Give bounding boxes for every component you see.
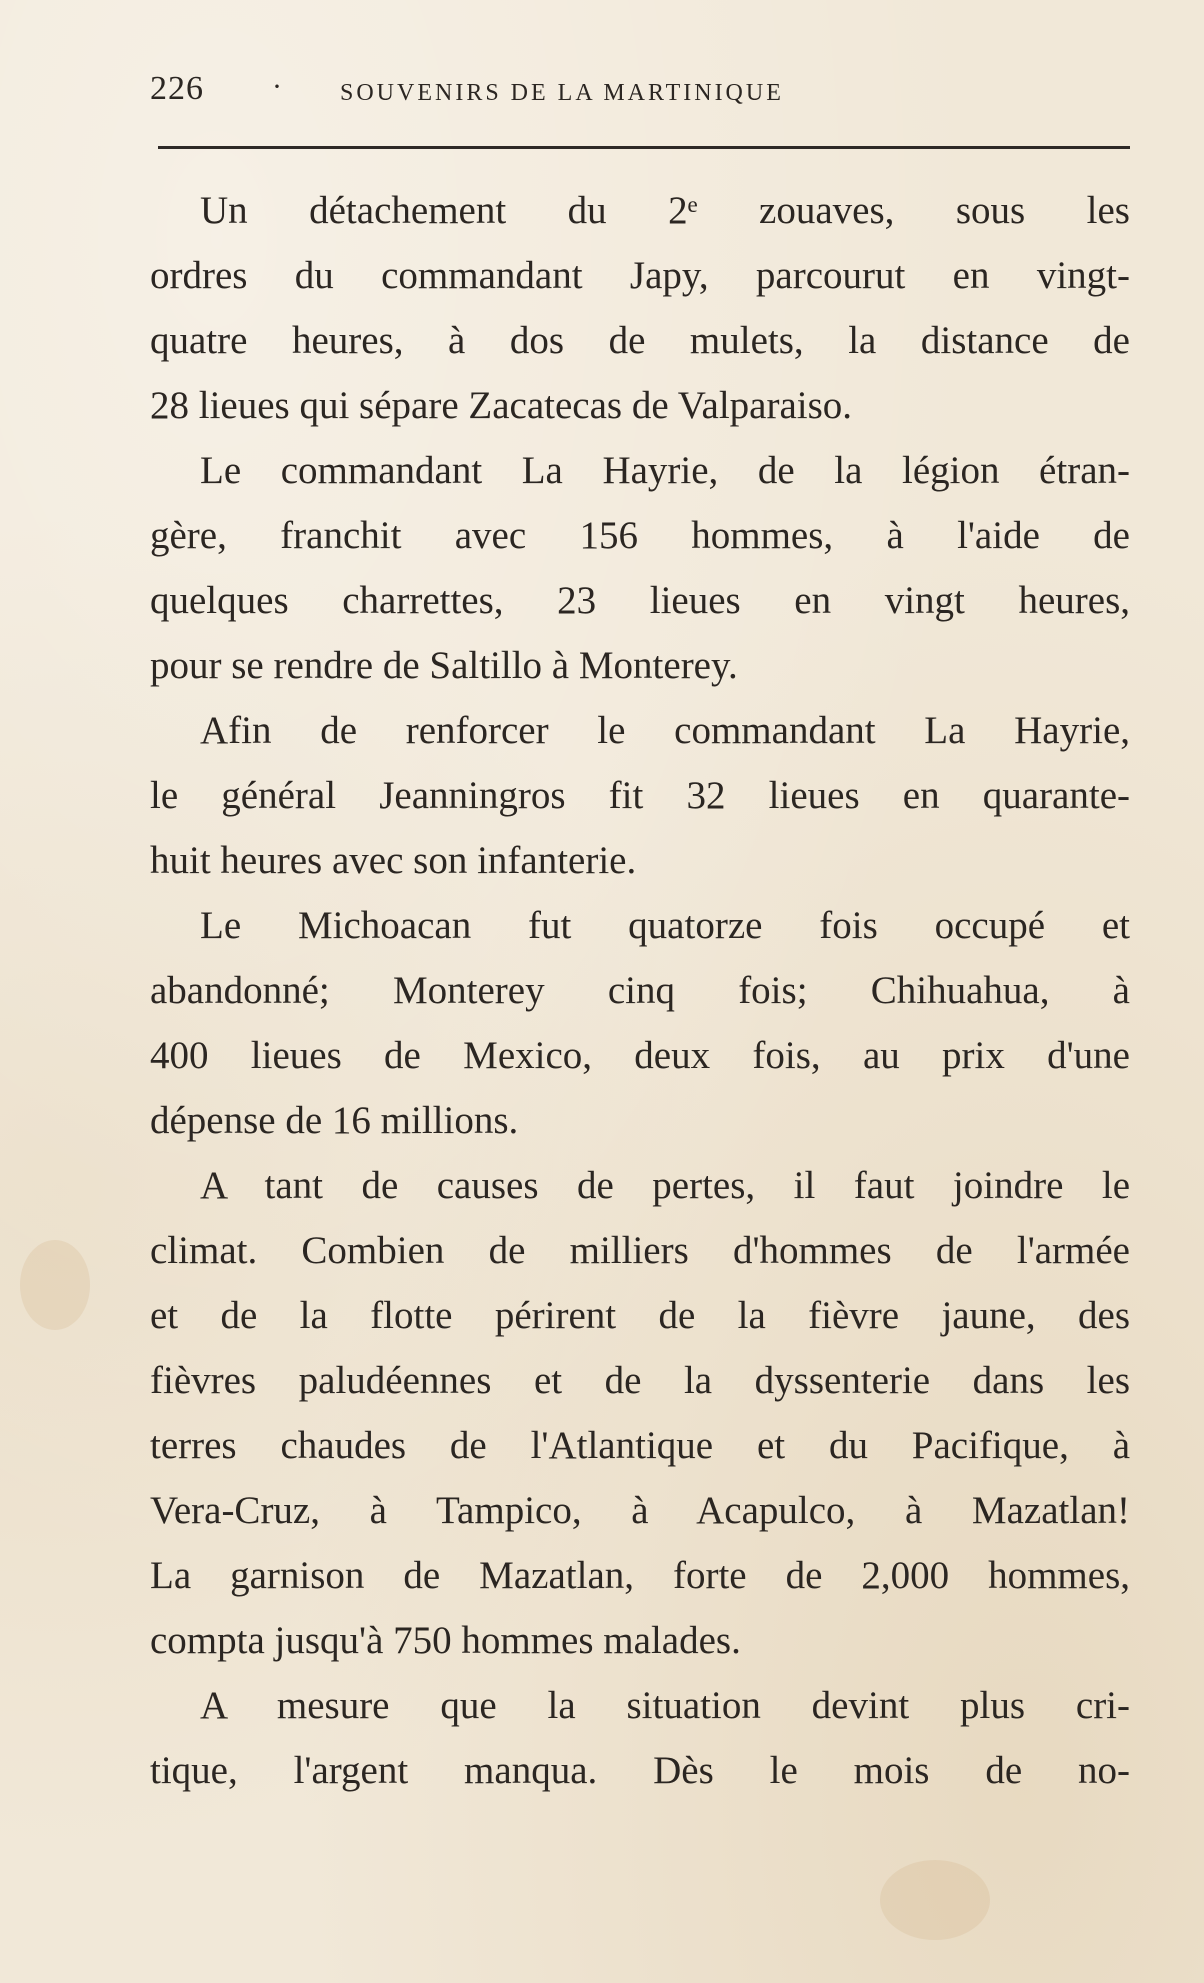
header-separator: · [272,70,282,103]
paragraph [150,1673,1130,1803]
text-line: ordres du commandant Japy, parcourut en vingt- [150,254,1130,297]
text-line: Le Michoacan fut quatorze fois occupé et [200,904,1130,947]
paragraph [150,438,1130,698]
paragraph [150,178,1130,438]
text-line: pour se rendre de Saltillo à Monterey. [150,644,738,687]
text-line: quatre heures, à dos de mulets, la distance de [150,319,1130,362]
text-line: La garnison de Mazatlan, forte de 2,000 hommes, [150,1554,1130,1597]
text-line: Un détachement du 2ᵉ zouaves, sous les [200,189,1130,232]
text-line: quelques charrettes, 23 lieues en vingt heures, [150,579,1130,622]
text-line: fièvres paludéennes et de la dyssenterie dans les [150,1359,1130,1402]
page-number: 226 [150,70,204,107]
text-line: Vera-Cruz, à Tampico, à Acapulco, à Mazatlan! [150,1489,1130,1532]
paragraph [150,1153,1130,1673]
text-line: 400 lieues de Mexico, deux fois, au prix d'une [150,1034,1130,1077]
running-title: SOUVENIRS DE LA MARTINIQUE [340,80,784,106]
header-rule [158,146,1130,149]
text-line: A tant de causes de pertes, il faut joindre le [200,1164,1130,1207]
text-line: huit heures avec son infanterie. [150,839,637,882]
text-line: tique, l'argent manqua. Dès le mois de no- [150,1749,1130,1792]
text-line: compta jusqu'à 750 hommes malades. [150,1619,741,1662]
text-line: et de la flotte périrent de la fièvre jaune, des [150,1294,1130,1337]
paragraph [150,893,1130,1153]
book-page [150,70,1132,1930]
text-line: dépense de 16 millions. [150,1099,519,1142]
text-line: gère, franchit avec 156 hommes, à l'aide de [150,514,1130,557]
text-line: le général Jeanningros fit 32 lieues en quarante- [150,774,1130,817]
text-line: climat. Combien de milliers d'hommes de l'armée [150,1229,1130,1272]
paper-stain [20,1240,90,1330]
body-text [150,178,1130,1803]
text-line: A mesure que la situation devint plus cri- [200,1684,1130,1727]
text-line: Afin de renforcer le commandant La Hayrie, [200,709,1130,752]
text-line: abandonné; Monterey cinq fois; Chihuahua, à [150,969,1130,1012]
text-line: terres chaudes de l'Atlantique et du Pacifique, à [150,1424,1130,1467]
running-head [150,70,1132,130]
paragraph [150,698,1130,893]
text-line: Le commandant La Hayrie, de la légion étran- [200,449,1130,492]
text-line: 28 lieues qui sépare Zacatecas de Valparaiso. [150,384,853,427]
